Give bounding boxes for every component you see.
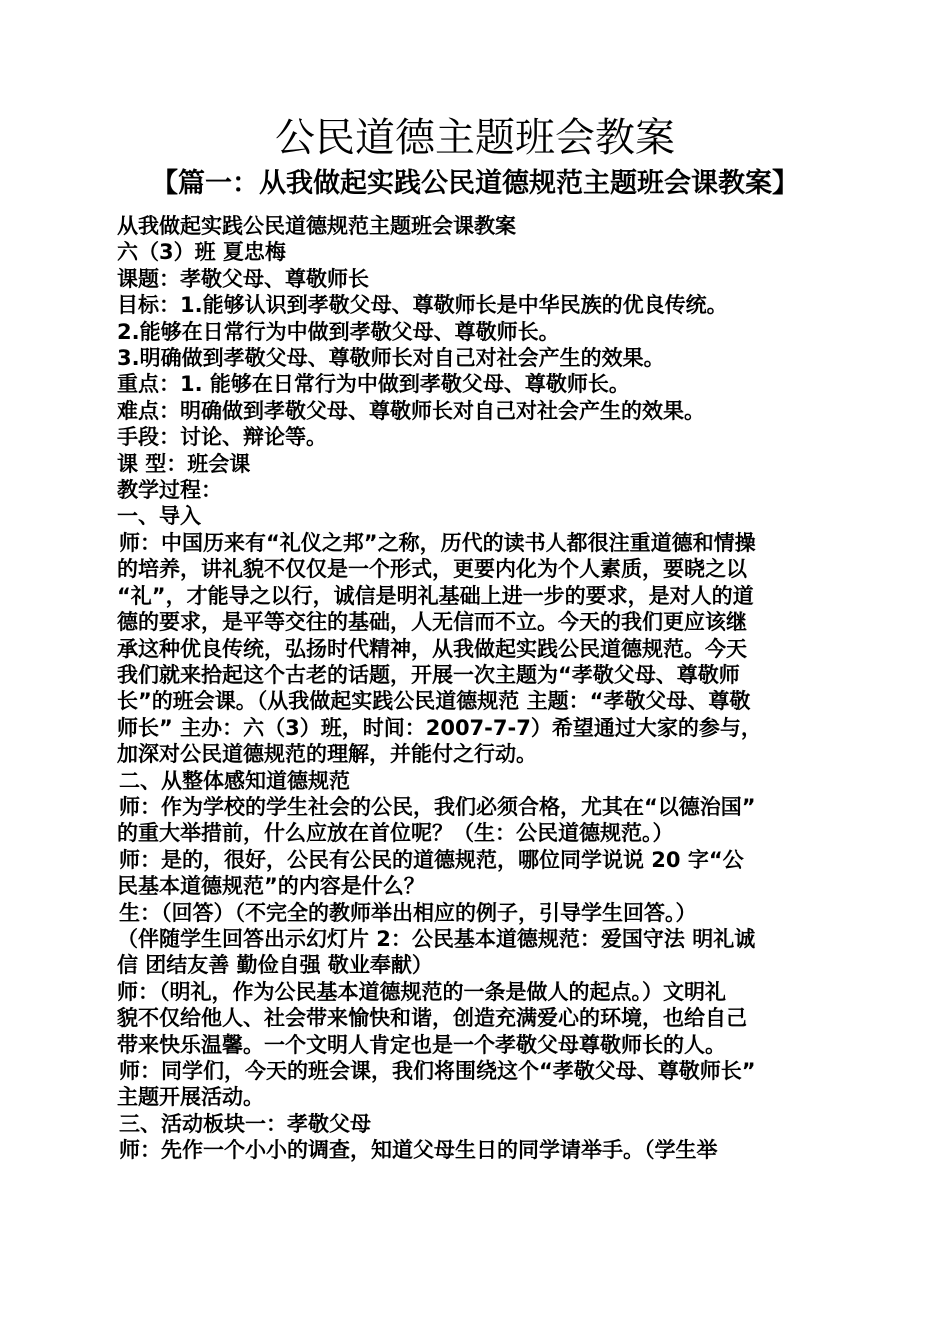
text-line: 难点：明确做到孝敬父母、尊敬师长对自己对社会产生的效果。 [117, 398, 705, 423]
text-line: 二、从整体感知道德规范 [119, 768, 350, 793]
text-line: 民基本道德规范”的内容是什么？ [117, 874, 425, 899]
text-line: 2.能够在日常行为中做到孝敬父母、尊敬师长。 [117, 319, 560, 344]
text-line: 信 团结友善 勤俭自强 敬业奉献） [117, 953, 433, 978]
text-line: 师长” 主办：六（3）班，时间：2007-7-7）希望通过大家的参与， [117, 715, 762, 740]
text-line: 六（3）班 夏忠梅 [117, 240, 286, 265]
text-line: 师：作为学校的学生社会的公民，我们必须合格，尤其在“以德治国” [119, 794, 756, 819]
text-line: 师：是的，很好，公民有公民的道德规范，哪位同学说说 20 字“公 [119, 847, 744, 872]
text-line: 一、导入 [117, 504, 201, 529]
text-line: 师：中国历来有“礼仪之邦”之称，历代的读书人都很注重道德和情操 [119, 530, 756, 555]
document-title: 公民道德主题班会教案 [275, 115, 675, 161]
text-line: 长”的班会课。（从我做起实践公民道德规范 主题：“孝敬父母、尊敬 [117, 689, 751, 714]
text-line: 课 型：班会课 [117, 451, 251, 476]
document-body [117, 213, 839, 1164]
text-line: 3.明确做到孝敬父母、尊敬师长对自己对社会产生的效果。 [117, 346, 665, 371]
text-line: 从我做起实践公民道德规范主题班会课教案 [117, 214, 516, 238]
text-line: 的培养，讲礼貌不仅仅是一个形式，更要内化为个人素质，要晓之以 [117, 557, 747, 582]
text-line: 教学过程： [117, 478, 222, 503]
text-line: 的重大举措前，什么应放在首位呢？（生：公民道德规范。） [117, 821, 674, 846]
text-line: 德的要求，是平等交往的基础，人无信而不立。今天的我们更应该继 [117, 610, 747, 635]
text-line: 三、活动板块一：孝敬父母 [119, 1111, 371, 1136]
text-line: 手段：讨论、辩论等。 [117, 425, 327, 450]
text-line: 貌不仅给他人、社会带来愉快和谐，创造充满爱心的环境，也给自己 [117, 1006, 747, 1031]
text-line: 课题：孝敬父母、尊敬师长 [117, 266, 369, 291]
text-line: 我们就来拾起这个古老的话题，开展一次主题为“孝敬父母、尊敬师 [117, 662, 740, 687]
text-line: 生：（回答）（不完全的教师举出相应的例子，引导学生回答。） [119, 900, 697, 925]
text-line: 师：先作一个小小的调查，知道父母生日的同学请举手。（学生举 [119, 1138, 718, 1163]
text-line: 承这种优良传统，弘扬时代精神，从我做起实践公民道德规范。今天 [117, 636, 747, 661]
text-line: 重点：1. 能够在日常行为中做到孝敬父母、尊敬师长。 [117, 372, 630, 397]
text-line: “礼”，才能导之以行，诚信是明礼基础上进一步的要求，是对人的道 [117, 583, 754, 608]
text-line: 师：同学们，今天的班会课，我们将围绕这个“孝敬父母、尊敬师长” [119, 1059, 756, 1083]
text-line: 目标：1.能够认识到孝敬父母、尊敬师长是中华民族的优良传统。 [117, 293, 728, 318]
text-line: 师：（明礼，作为公民基本道德规范的一条是做人的起点。）文明礼 [117, 979, 726, 1004]
text-line: 带来快乐温馨。一个文明人肯定也是一个孝敬父母尊敬师长的人。 [117, 1032, 726, 1057]
text-line: 加深对公民道德规范的理解，并能付之行动。 [117, 742, 537, 767]
text-line: （伴随学生回答出示幻灯片 2：公民基本道德规范：爱国守法 明礼诚 [117, 926, 756, 951]
text-line: 主题开展活动。 [117, 1085, 264, 1110]
document-subtitle: 【篇一：从我做起实践公民道德规范主题班会课教案】 [151, 168, 799, 199]
